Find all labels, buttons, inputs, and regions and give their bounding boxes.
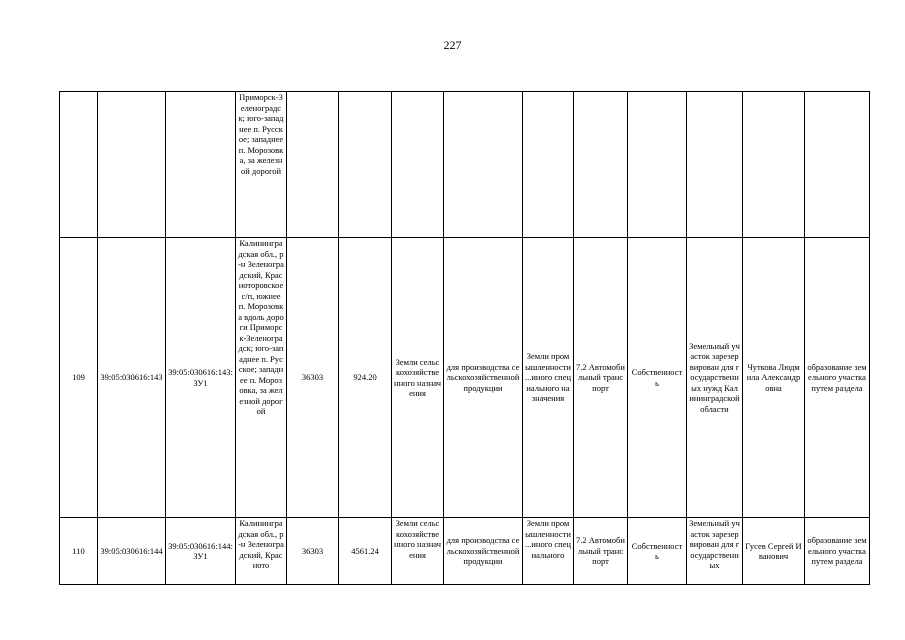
row-number-cell: 110 [60,518,98,585]
action-cell: образование земельного участка путем раздела [805,518,870,585]
category-cell: Земли сельскохозяйственного назначения [392,518,444,585]
table-row [60,92,870,238]
use-cell: для производства сельскохозяйственной продукции [444,518,523,585]
table-row [60,238,870,518]
cadastral-new-cell: 39:05:030616:143:ЗУ1 [166,238,236,518]
new-use-cell: 7.2 Автомобильный транспорт [574,238,628,518]
new-category-cell: Земли промышленности ...иного специального назначения [523,238,574,518]
row-number-cell: 109 [60,238,98,518]
address-cell: Калининградская обл., р-н Зеленоградский, Красното [236,518,287,585]
use-cell: для производства сельскохозяйственной продукции [444,238,523,518]
note-cell: Земельный участок зарезервирован для государственных нужд Калининградской области [687,238,743,518]
area-cell: 924.20 [339,238,392,518]
cadastral-parent-cell: 39:05:030616:143 [98,238,166,518]
address-cell: Калининградская обл., р-н Зеленоградский, Красноторовское с/п, южнее п. Морозовка вдоль дороги Приморск-Зеленоградск; юго-западнее п. Русское; западнее п. Морозовка, за железной дорогой [236,238,287,518]
owner-cell: Чуткова Людмила Александровна [743,238,805,518]
category-cell: Земли сельскохозяйственного назначения [392,238,444,518]
area-cell: 4561.24 [339,518,392,585]
land-register-table [59,91,870,585]
new-use-cell: 7.2 Автомобильный транспорт [574,518,628,585]
cadastral-new-cell: 39:05:030616:144:ЗУ1 [166,518,236,585]
code-cell: 36303 [287,518,339,585]
cadastral-parent-cell: 39:05:030616:144 [98,518,166,585]
right-cell: Собственность [628,238,687,518]
code-cell: 36303 [287,238,339,518]
address-cell: Приморск-Зеленоградск; юго-западнее п. Русское; западнее п. Морозовка, за железной дорогой [236,92,287,238]
table-row [60,518,870,585]
note-cell: Земельный участок зарезервирован для государственных [687,518,743,585]
action-cell: образование земельного участка путем раздела [805,238,870,518]
owner-cell: Гусев Сергей Иванович [743,518,805,585]
new-category-cell: Земли промышленности ...иного специального [523,518,574,585]
page-number: 227 [443,38,462,52]
right-cell: Собственность [628,518,687,585]
